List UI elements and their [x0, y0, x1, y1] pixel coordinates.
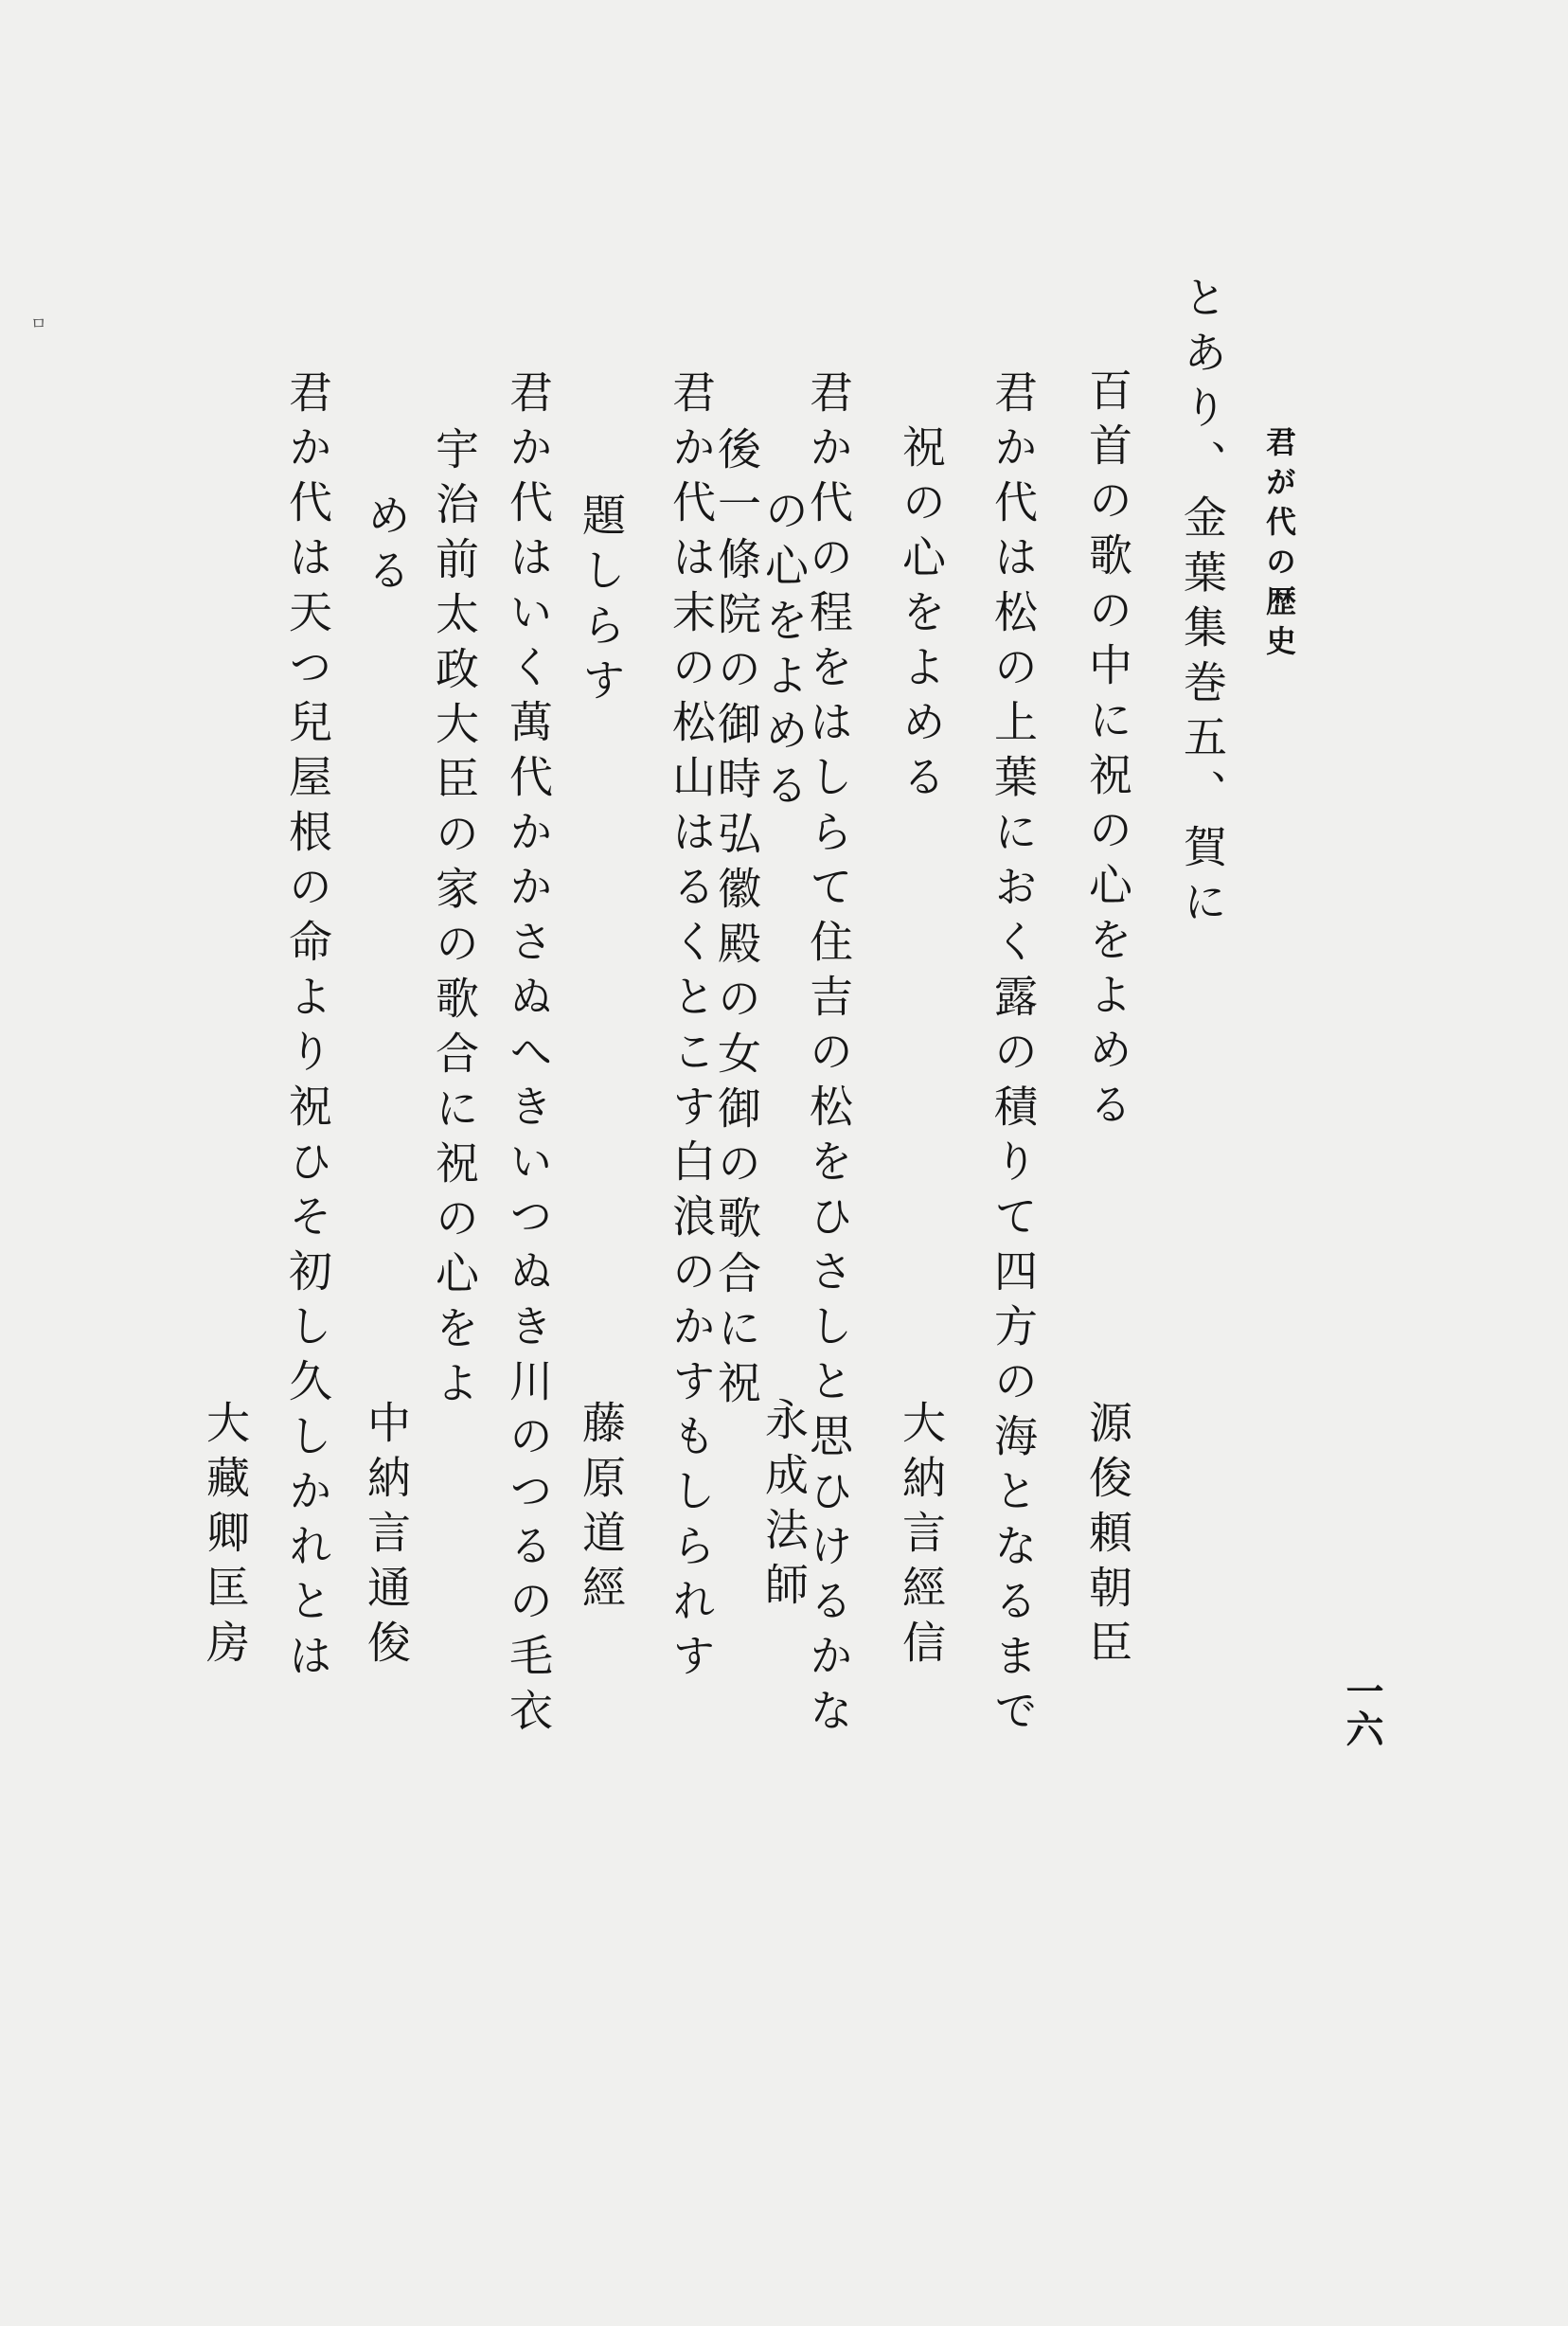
poem-line-14: 君か代はいく萬代かかさぬへきいつぬき川のつるの毛衣 [503, 369, 554, 1743]
poem-line-11: 君か代は末の松山はるくとこす白浪のかすもしられす [666, 369, 717, 1688]
author-line-13: 藤原道經 [576, 1400, 627, 1619]
text-line-2: 百首の歌の中に祝の心をよめる [1082, 367, 1133, 1136]
text-line-9: の心をよめる [758, 488, 810, 817]
author-line-17: 中納言通俊 [361, 1400, 412, 1674]
text-line-1: とあり、金葉集巻五、賀に [1177, 275, 1228, 934]
text-line-16: める [361, 492, 412, 602]
text-line-12: 題しらす [576, 492, 627, 712]
poem-line-4: 君か代は松の上葉におく露の積りて四方の海となるまで [988, 369, 1039, 1743]
poem-line-7: 君か代の程をはしらて住吉の松をひさしと思ひけるかな [803, 369, 854, 1743]
author-line-3: 源俊頼朝臣 [1082, 1400, 1133, 1674]
poem-line-18: 君か代は天つ兒屋根の命より祝ひそ初し久しかれとは [282, 369, 333, 1688]
running-header-title: 君が代の歴史 [1261, 426, 1297, 665]
text-line-8: 後一條院の御時弘徽殿の女御の歌合に祝 [711, 426, 762, 1415]
author-line-10: 永成法師 [758, 1397, 810, 1617]
page-number: 一六 [1340, 1672, 1384, 1747]
author-line-19: 大藏卿匡房 [200, 1400, 251, 1674]
text-line-15: 宇治前太政大臣の家の歌合に祝の心をよ [429, 426, 480, 1415]
show-through-column [1274, 284, 1336, 339]
author-line-6: 大納言經信 [896, 1400, 947, 1674]
margin-mark: ㅁ [30, 314, 47, 334]
text-line-5: 祝の心をよめる [896, 424, 947, 809]
